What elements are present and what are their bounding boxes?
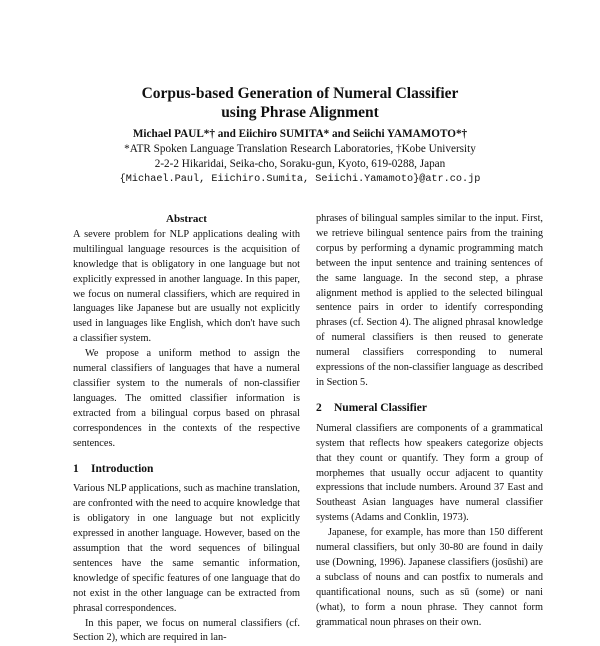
author-affiliation: *ATR Spoken Language Translation Research Laboratories, †Kobe University [124, 143, 476, 155]
left-column [73, 212, 300, 646]
section-1-heading [73, 462, 300, 477]
section-1-paragraph-2: In this paper, we focus on numeral classifiers (cf. Section 2), which are required in lan- [73, 617, 300, 644]
right-column [316, 212, 543, 630]
abstract-paragraph-1: A severe problem for NLP applications dealing with multilingual language resources is the acquisition of knowledge that is obligatory in one language but not explicitly expressed in another language. In this paper, we focus on numeral classifiers, which are required in languages like Japanese but are usually not explicitly used in languages like English, which don't have such a classifier system. [73, 228, 300, 345]
right-column-paragraph-1: phrases of bilingual samples similar to the input. First, we retrieve bilingual sentence pairs from the training corpus by performing a dynamic programming match between the input sentence and training sentences of the same language. In the second step, a phrase alignment method is applied to the selected bilingual sentence pairs in order to identify corresponding phrases (cf. Section 4). The aligned phrasal knowledge of numeral classifiers is then reused to generate numeral classifiers corresponding to numeral expressions of the non-classifier language as described in Section 5. [316, 213, 543, 388]
section-2-heading [316, 401, 543, 416]
paper-title [0, 84, 600, 122]
section-2-paragraph-2: Japanese, for example, has more than 150 different numeral classifiers, but only 30-80 are found in daily use (Downing, 1996). Japanese classifiers (josūshi) are a subclass of nouns and can postfix to numerals and quantificational nouns, such as sū (some) or nani (what), to form a noun phrase. They cannot form grammatical noun phrases on their own. [316, 527, 543, 628]
section-1-title: Introduction [91, 462, 154, 475]
section-2-title: Numeral Classifier [334, 401, 427, 414]
section-1-number: 1 [73, 462, 79, 475]
abstract-heading: Abstract [166, 213, 207, 225]
author-names: Michael PAUL*† and Eiichiro SUMITA* and Seiichi YAMAMOTO*† [132, 128, 468, 140]
section-2-paragraph-1: Numeral classifiers are components of a grammatical system that reflects how speakers categorize objects that they count or quantify. They form a group of morphemes that usually occur adjacent to quantity expressions that include numbers. Around 37 East and Southeast Asian languages have numeral classifier systems (Adams and Conklin, 1973). [316, 422, 543, 524]
abstract-paragraph-2: We propose a uniform method to assign the numeral classifiers of languages that have a numeral classifier system to the numerals of non-classifier languages. The omitted classifier information is extracted from a bilingual corpus based on phrasal correspondences in the contexts of the respective sentences. [73, 348, 300, 449]
section-1-paragraph-1: Various NLP applications, such as machine translation, are confronted with the need to acquire knowledge that is obligatory in one language but not explicitly expressed in another language. However, based on the assumption that the word sequences of bilingual sentences have the same semantic information, knowledge of specific features of one language that do not exist in the other language can be extracted from phrasal correspondences. [73, 483, 301, 614]
title-line-2: using Phrase Alignment [221, 104, 379, 121]
section-2-number: 2 [316, 401, 322, 414]
author-email: {Michael.Paul, Eiichiro.Sumita, Seiichi.Yamamoto}@atr.co.jp [119, 174, 481, 185]
author-address: 2-2-2 Hikaridai, Seika-cho, Soraku-gun, Kyoto, 619-0288, Japan [154, 158, 446, 170]
title-line-1: Corpus-based Generation of Numeral Classifier [141, 85, 459, 102]
author-block [0, 127, 600, 187]
